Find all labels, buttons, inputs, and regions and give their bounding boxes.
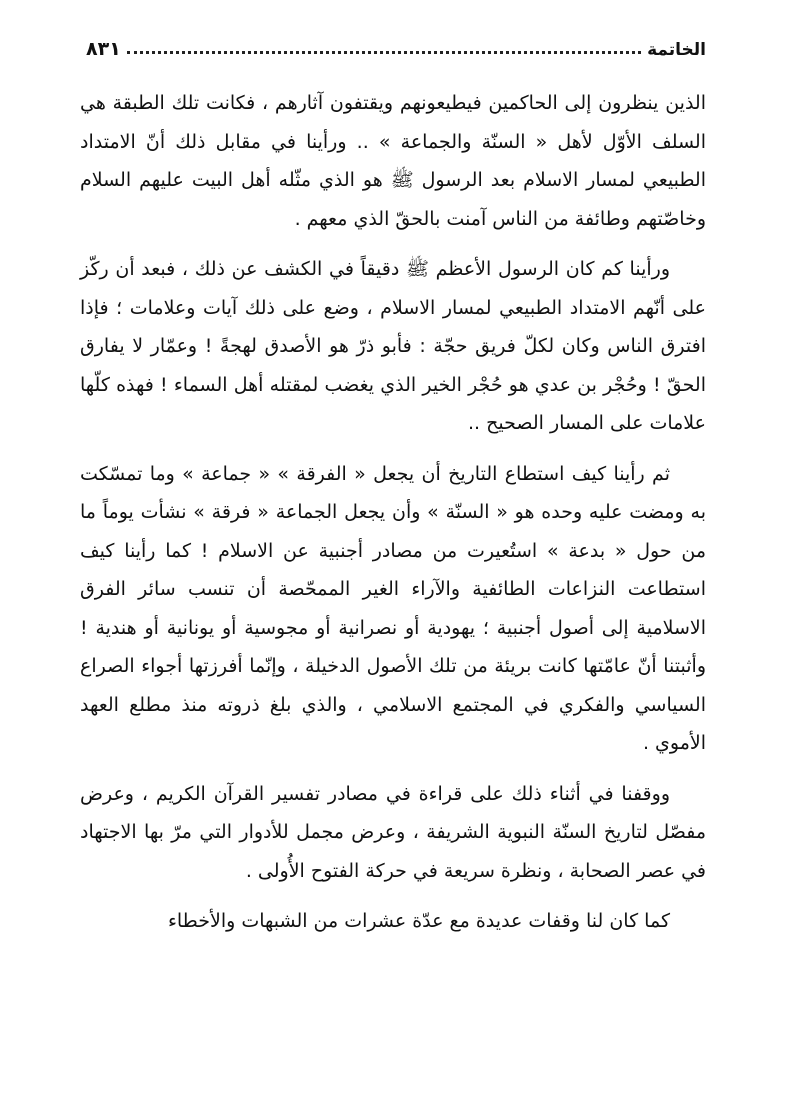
paragraph-1: الذين ينظرون إلى الحاكمين فيطيعونهم ويقتفون آثارهم ، فكانت تلك الطبقة هي السلف الأوّل لأهل « السنّة والجماعة » .. ورأينا في مقابل ذلك أنّ الامتداد الطبيعي لمسار الاسلام بعد الرسول ﷺ هو الذي مثّله أهل البيت عليهم السلام وخاصّتهم وطائفة من الناس آمنت بالحقّ الذي معهم . <box>80 92 706 230</box>
header-title: الخاتمة <box>647 40 706 60</box>
paragraph-5: كما كان لنا وقفات عديدة مع عدّة عشرات من الشبهات والأخطاء <box>167 910 670 932</box>
page-number: ٨٣١ <box>86 38 121 60</box>
paragraph-3: ثم رأينا كيف استطاع التاريخ أن يجعل « الفرقة » « جماعة » وما تمسّكت به ومضت عليه وحده هو « السنّة » وأن يجعل الجماعة « فرقة » نشأت يوماً ما من حول « بدعة » استُعيرت من مصادر أجنبية عن الاسلام ! كما رأينا كيف استطاعت النزاعات الطائفية والآراء الغير الممحّصة أن تنسب سائر الفرق الاسلامية إلى أصول أجنبية ؛ يهودية أو نصرانية أو مجوسية أو يونانية أو هندية ! وأثبتنا أنّ عامّتها كانت بريئة من تلك الأصول الدخيلة ، وإنّما أفرزتها أجواء الصراع السياسي والفكري في المجتمع الاسلامي ، والذي بلغ ذروته منذ مطلع العهد الأموي . <box>80 462 706 754</box>
header-dot-leader <box>127 51 641 54</box>
running-header <box>86 30 706 60</box>
body-text <box>80 84 706 953</box>
paragraph-4: ووقفنا في أثناء ذلك على قراءة في مصادر تفسير القرآن الكريم ، وعرض مفصّل لتاريخ السنّة النبوية الشريفة ، وعرض مجمل للأدوار التي مرّ بها الاجتهاد في عصر الصحابة ، ونظرة سريعة في حركة الفتوح الأُولى . <box>80 782 706 882</box>
paragraph-2: ورأينا كم كان الرسول الأعظم ﷺ دقيقاً في الكشف عن ذلك ، فبعد أن ركّز على أنّهم الامتداد الطبيعي لمسار الاسلام ، وضع على ذلك آيات وعلامات ؛ فإذا افترق الناس وكان لكلّ فريق حجّة : فأبو ذرّ هو الأصدق لهجةً ! وعمّار لا يفارق الحقّ ! وحُجْر بن عدي هو حُجْر الخير الذي يغضب لمقتله أهل السماء ! فهذه كلّها علامات على المسار الصحيح .. <box>80 258 706 434</box>
